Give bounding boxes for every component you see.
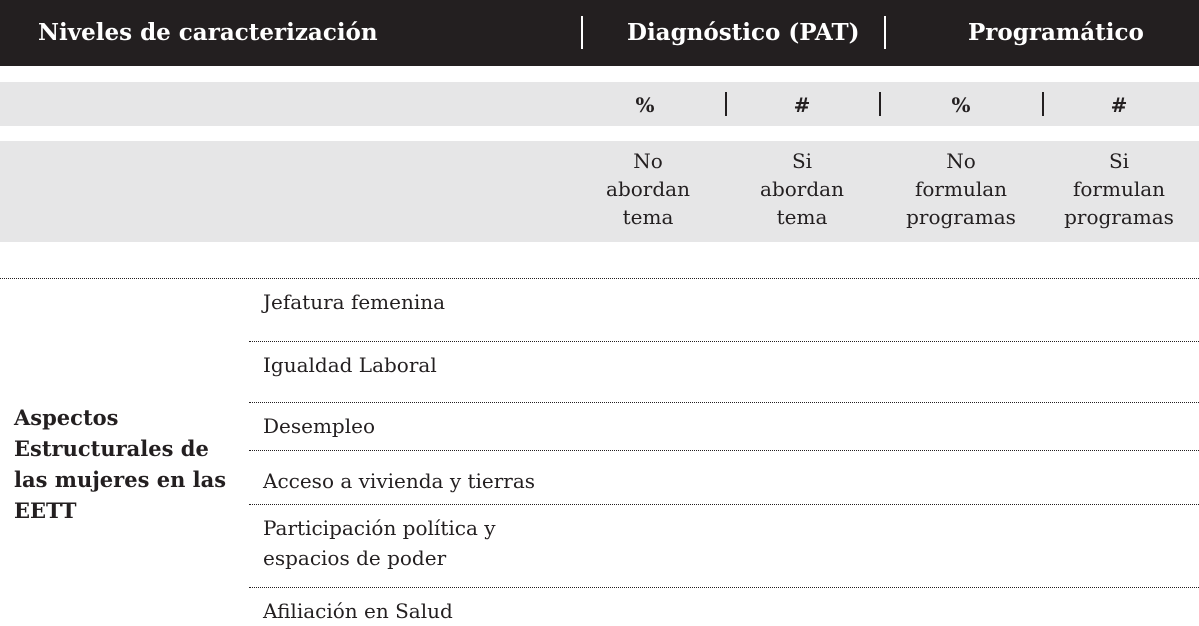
hash-symbol: #	[1110, 93, 1128, 117]
row-separator	[249, 450, 1199, 451]
group-label-aspectos: Aspectos Estructurales de las mujeres en las EETT	[14, 405, 227, 523]
row-label-salud: Afiliación en Salud	[263, 599, 453, 623]
symbol-band	[0, 82, 1199, 126]
header-title: Niveles de caracterización	[38, 19, 378, 46]
header-programatico: Programático	[968, 19, 1144, 46]
row-label-desempleo: Desempleo	[263, 414, 376, 438]
header-divider	[581, 16, 583, 49]
column-label-no-abordan: No abordan tema	[606, 149, 690, 229]
symbol-divider	[879, 92, 881, 116]
row-separator	[249, 504, 1199, 505]
percent-symbol: %	[951, 93, 971, 117]
row-label-jefatura: Jefatura femenina	[263, 290, 446, 314]
symbol-divider	[725, 92, 727, 116]
row-separator	[249, 402, 1199, 403]
hash-symbol: #	[793, 93, 811, 117]
row-separator	[249, 587, 1199, 588]
percent-symbol: %	[635, 93, 655, 117]
row-label-participacion: Participación política y espacios de poder	[263, 516, 496, 570]
column-label-si-formulan: Si formulan programas	[1064, 149, 1174, 229]
row-separator	[249, 341, 1199, 342]
row-separator	[0, 278, 1199, 279]
row-label-igualdad: Igualdad Laboral	[263, 353, 437, 377]
column-label-no-formulan: No formulan programas	[906, 149, 1016, 229]
header-divider	[884, 16, 886, 49]
row-label-vivienda: Acceso a vivienda y tierras	[263, 469, 536, 493]
header-diagnostico: Diagnóstico (PAT)	[627, 19, 860, 46]
symbol-divider	[1042, 92, 1044, 116]
column-label-si-abordan: Si abordan tema	[760, 149, 844, 229]
